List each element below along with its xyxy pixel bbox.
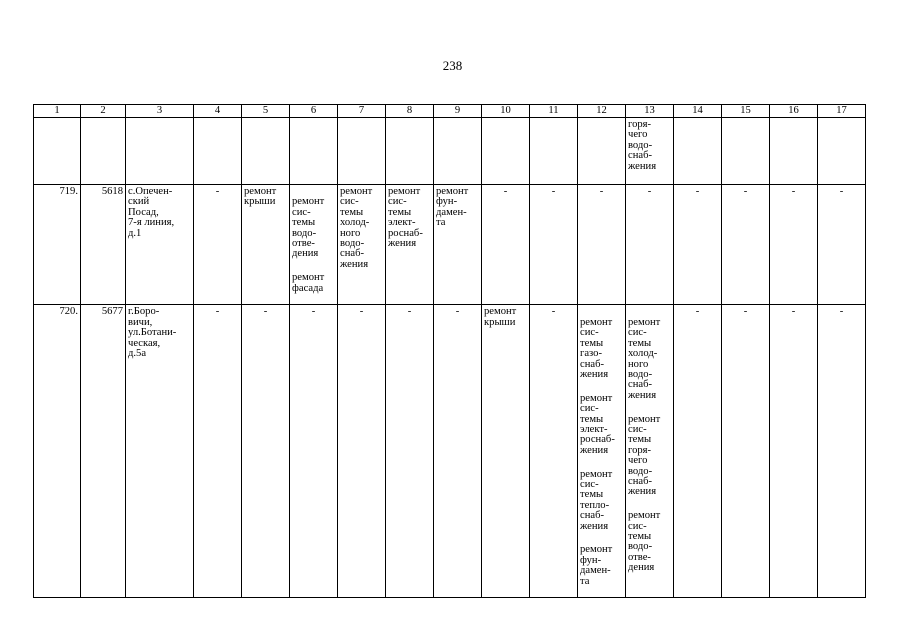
table-cell: - [674,185,722,305]
column-header: 10 [482,105,530,118]
column-header: 2 [81,105,126,118]
repair-item: ремонт сис- темы холод- ного водо- снаб- жения [628,316,661,401]
table-cell [674,118,722,185]
column-header: 16 [770,105,818,118]
column-header: 11 [530,105,578,118]
repair-schedule-table [33,104,866,598]
repair-item: ремонт фасада [292,272,325,294]
table-cell: - [242,305,290,598]
table-cell [81,118,126,185]
table-row [34,305,866,598]
table-cell [578,305,626,598]
object-address: г.Боро- вичи, ул.Ботани- ческая, д.5а [126,305,194,598]
table-cell: - [530,305,578,598]
repair-item: ремонт сис- темы горя- чего водо- снаб- жения [628,413,661,498]
column-header: 4 [194,105,242,118]
continuation-row [34,118,866,185]
table-cell: - [338,305,386,598]
table-cell: - [722,305,770,598]
page-number: 238 [442,58,463,73]
table-cell: - [818,185,866,305]
table-cell [34,118,81,185]
table-cell: ремонт сис- темы холод- ного водо- снаб- жения [338,185,386,305]
column-header: 12 [578,105,626,118]
object-id: 5677 [81,305,126,598]
table-cell: ремонт крыши [482,305,530,598]
table-cell [818,118,866,185]
row-number: 720. [34,305,81,598]
column-header: 9 [434,105,482,118]
table-cell [578,118,626,185]
column-header: 15 [722,105,770,118]
table-cell: - [386,305,434,598]
column-header: 8 [386,105,434,118]
table-cell: - [770,305,818,598]
repair-item: ремонт сис- темы водо- отве- дения [628,510,661,574]
column-header: 6 [290,105,338,118]
repair-item: ремонт сис- темы водо- отве- дения [292,196,325,260]
column-header: 1 [34,105,81,118]
table-cell [386,118,434,185]
column-header: 3 [126,105,194,118]
table-cell: - [818,305,866,598]
table-cell [338,118,386,185]
table-cell: - [674,305,722,598]
column-header: 13 [626,105,674,118]
table-cell: - [482,185,530,305]
table-cell: - [626,185,674,305]
row-number: 719. [34,185,81,305]
table-cell: - [290,305,338,598]
table-cell [722,118,770,185]
table-cell [290,185,338,305]
table-cell [290,118,338,185]
table-cell: горя- чего водо- снаб- жения [626,118,674,185]
table-cell: ремонт крыши [242,185,290,305]
table-cell [434,118,482,185]
table-cell [770,118,818,185]
table-cell: - [578,185,626,305]
table-cell [242,118,290,185]
table-cell: - [530,185,578,305]
table-cell: ремонт сис- темы элект- роснаб- жения [386,185,434,305]
table-cell [626,305,674,598]
table-cell: - [434,305,482,598]
header-row [34,105,866,118]
column-header: 5 [242,105,290,118]
table-cell: - [770,185,818,305]
table-cell: ремонт фун- дамен- та [434,185,482,305]
object-id: 5618 [81,185,126,305]
repair-item: ремонт сис- темы тепло- снаб- жения [580,468,613,532]
object-address: с.Опечен- ский Посад, 7-я линия, д.1 [126,185,194,305]
repair-item: ремонт сис- темы элект- роснаб- жения [580,392,615,456]
table-cell: - [194,305,242,598]
table-row [34,185,866,305]
column-header: 17 [818,105,866,118]
table-cell [482,118,530,185]
column-header: 7 [338,105,386,118]
repair-item: ремонт фун- дамен- та [580,544,613,587]
table-cell: - [722,185,770,305]
table-cell [126,118,194,185]
repair-item: ремонт сис- темы газо- снаб- жения [580,316,613,380]
column-header: 14 [674,105,722,118]
table-cell: - [194,185,242,305]
table-cell [530,118,578,185]
table-cell [194,118,242,185]
